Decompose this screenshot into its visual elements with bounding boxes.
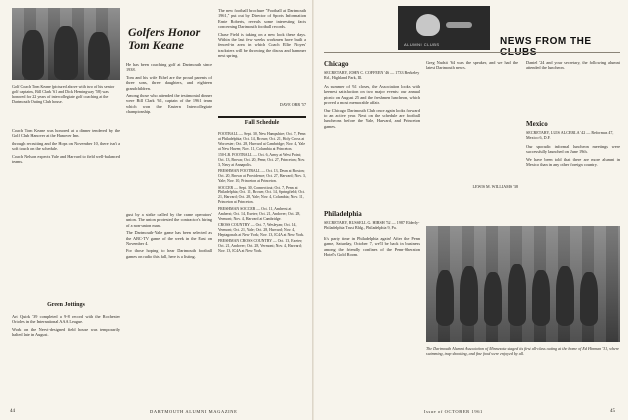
philadelphia-paragraph: It's party time in Philadelphia again! After the Penn game, Saturday, October 7, we'll be back in business among the friendly confines of the Penn-Sheraton Hotel's Gold Room. bbox=[324, 236, 420, 258]
minnesota-outing-photo bbox=[426, 226, 620, 342]
middle-column bbox=[126, 62, 212, 117]
chicago-title: Chicago bbox=[324, 60, 349, 68]
signature: DAVE ORR '57 bbox=[279, 102, 306, 107]
schedule-rule bbox=[218, 116, 306, 118]
chicago-column-2 bbox=[426, 60, 518, 73]
outing-caption: The Dartmouth Alumni Association of Minnesota staged its first all-class outing at the home of Ed Hinman '31, where swimming, trap shooting, and fine food were enjoyed by all. bbox=[426, 346, 620, 356]
page-number-right: 45 bbox=[610, 409, 615, 414]
green-jottings-title: Green Jottings bbox=[47, 302, 85, 308]
middle-column-lower bbox=[126, 212, 212, 261]
mexico-body bbox=[526, 144, 620, 170]
chicago-meta: SECRETARY, JOHN C. COFFEEN '46 — 1733 Berkeley Rd., Highland Park, Ill. bbox=[324, 70, 420, 80]
schedule-item: 150-LB. FOOTBALL — Oct. 6, Army at West Point; Oct. 13, Brown; Oct. 20, Penn; Oct. 27, Princeton; Nov. 3, Navy at Annapolis. bbox=[218, 153, 306, 167]
right-column bbox=[218, 8, 306, 61]
middle-paragraph-3: Among those who attended the testimonial dinner were Bill Clark '61, captain of the 1961 team which won the Eastern Intercollegiate championship. bbox=[126, 93, 212, 115]
right-column bbox=[526, 60, 620, 73]
schedule-item: SOCCER — Sept. 30, Connecticut; Oct. 7, Penn at Philadelphia; Oct. 11, Brown; Oct. 14, Springfield; Oct. 21, Harvard; Oct. 28, Yale; Nov. 4, Columbia; Nov. 11, Princeton at Princeton. bbox=[218, 185, 305, 205]
mexico-paragraph: Our sporadic informal luncheon meetings were successfully launched on June 19th. bbox=[526, 144, 620, 155]
chicago-paragraph-2: Our Chicago Dartmouth Club once again looks forward to an active year. Next on the schedule are football luncheons before the Yale, Harvard, and Princeton games. bbox=[324, 107, 420, 129]
footer-right: Issue of OCTOBER 1961 bbox=[424, 409, 483, 414]
news-title: NEWS FROM THE bbox=[500, 36, 592, 47]
banner-decoration bbox=[446, 22, 472, 28]
body-text bbox=[12, 128, 120, 166]
body-paragraph: Coach Tom Keane was honored at a dinner tendered by the Golf Club Hanover at the Hanover Inn. bbox=[12, 128, 120, 139]
middle-paragraph-4: gust by a strike called by the crane operators' union. The union protested the contractor's hiring of a non-union man. bbox=[126, 212, 212, 228]
mexico-paragraph-2: We have been told that there are more alumni in Mexico than in any other foreign country. bbox=[526, 156, 620, 168]
article-title: Golfers Honor Tom Keane bbox=[128, 25, 201, 52]
green-paragraph-2: Work on the Nervi-designed field house was temporarily halted late in August. bbox=[12, 326, 120, 338]
schedule-item: FOOTBALL — Sept. 30, New Hampshire; Oct. 7, Penn at Philadelphia; Oct. 14, Brown; Oct. 21, Holy Cross at Worcester; Oct. 28, Harvard at Cambridge; Nov. 4, Yale at New Haven; Nov. 11, Columbia at Princeton. bbox=[218, 132, 306, 151]
chicago-paragraph: As summer of '61 closes, the Association looks with keenest satisfaction on two major events: our annual picnic on August 25 and the freshmen luncheon, which proved a most memorable affair. bbox=[324, 84, 420, 106]
philadelphia-meta: SECRETARY, RUSSELL G. HIRSH '52 — 1987 Elderly-Philadelphia Trust Bldg., Philadelphia 9, Pa. bbox=[324, 220, 420, 230]
footer-left: DARTMOUTH ALUMNI MAGAZINE bbox=[150, 409, 238, 414]
schedule-item: FRESHMAN SOCCER — Oct. 11, Amherst at Amherst; Oct. 14, Exeter; Oct. 21, Andover; Oct. 28, Vermont; Nov. 4, Harvard at Cambridge. bbox=[218, 206, 301, 221]
banner-label: ALUMNI CLUBS bbox=[404, 42, 440, 47]
green-paragraph: Art Quirk '39 completed a 9-8 record with the Rochester Orioles in the International AAA League. bbox=[12, 314, 120, 325]
middle-paragraph-2: Tom and his wife Ethel are the proud parents of three sons, three daughters, and eighteen grandchildren. bbox=[126, 74, 212, 91]
page-number-left: 44 bbox=[10, 409, 15, 414]
trophy-icon bbox=[416, 14, 440, 36]
photo-caption: Golf Coach Tom Keane (pictured above with two of his senior golf captains, Bill Clark '61 and Dick Hemingway '58) was honored for 22 years of intercollegiate golf coaching at the Dartmouth Outing Club house. bbox=[12, 84, 115, 104]
mexico-title: Mexico bbox=[526, 120, 548, 128]
clubs-banner-image bbox=[398, 6, 490, 50]
philadelphia-title: Philadelphia bbox=[324, 210, 362, 218]
chicago-body bbox=[324, 84, 420, 131]
title-rule bbox=[324, 52, 620, 53]
right-page bbox=[314, 0, 628, 420]
schedule-item: FRESHMAN CROSS COUNTRY — Oct. 13, Exeter; Oct. 21, Andover; Oct. 28, Vermont; Nov. 4, Harvard; Nov. 13, IC4A at New York. bbox=[218, 239, 303, 253]
right-paragraph-1: The new football brochure "Football at Dartmouth 1961," put out by Director of Sports Information Ernie Roberts, reveals some interesting facts concerning Dartmouth football records. bbox=[218, 8, 306, 30]
middle-paragraph-5: The Dartmouth-Yale game has been selected as the ABC-TV game of the week in the East on November 4. bbox=[126, 230, 212, 247]
right-paragraph-2: Chase Field is taking on a new look these days. Within the last few weeks workmen have built a fenced-in area in which Coach Ellie Noyes' tracksters will be throwing the discus and hammer next spring. bbox=[218, 31, 306, 59]
chicago-signature: LEWIS M. WILLIAMS '38 bbox=[472, 184, 518, 189]
middle-paragraph-1: He has been coaching golf at Dartmouth since 1938. bbox=[126, 62, 212, 73]
mexico-meta: SECRETARY, LUIS ALCERLA '42 — Reformas 47, Mexico 6, D.F. bbox=[526, 130, 614, 140]
chicago-paragraph-3: Greg Nadsit '64 was the speaker, and we had the latest Dartmouth news. bbox=[426, 60, 518, 71]
continued-paragraph: through recruiting and the Hops on November 10, there isn't a soft touch on the schedule. bbox=[12, 140, 120, 152]
schedule-item: CROSS COUNTRY — Oct. 7, Wesleyan; Oct. 14, Vermont; Oct. 21, Yale; Oct. 28, Harvard; Nov. 4, Heptagonals at New York; Nov. 13, IC4A at New York. bbox=[218, 222, 305, 237]
philadelphia-body bbox=[324, 236, 420, 260]
schedule-item: FRESHMAN FOOTBALL — Oct. 13, Dean at Boston; Oct. 20, Brown at Providence; Oct. 27, Harvard; Nov. 3, Yale; Nov. 10, Princeton at Princeton. bbox=[218, 169, 306, 184]
schedule-list bbox=[218, 132, 306, 255]
continued-paragraph-2: Coach Nelson expects Yale and Harvard to field well-balanced teams. bbox=[12, 153, 120, 165]
green-jottings-text bbox=[12, 314, 120, 340]
middle-paragraph-6: For those hoping to hear Dartmouth football games on radio this fall, here is a listing. bbox=[126, 248, 212, 259]
golf-photo bbox=[12, 8, 120, 80]
fall-schedule-title: Fall Schedule bbox=[244, 120, 280, 126]
right-paragraph: Daniel '24 and your secretary, the following alumni attended the luncheon. bbox=[526, 60, 620, 71]
